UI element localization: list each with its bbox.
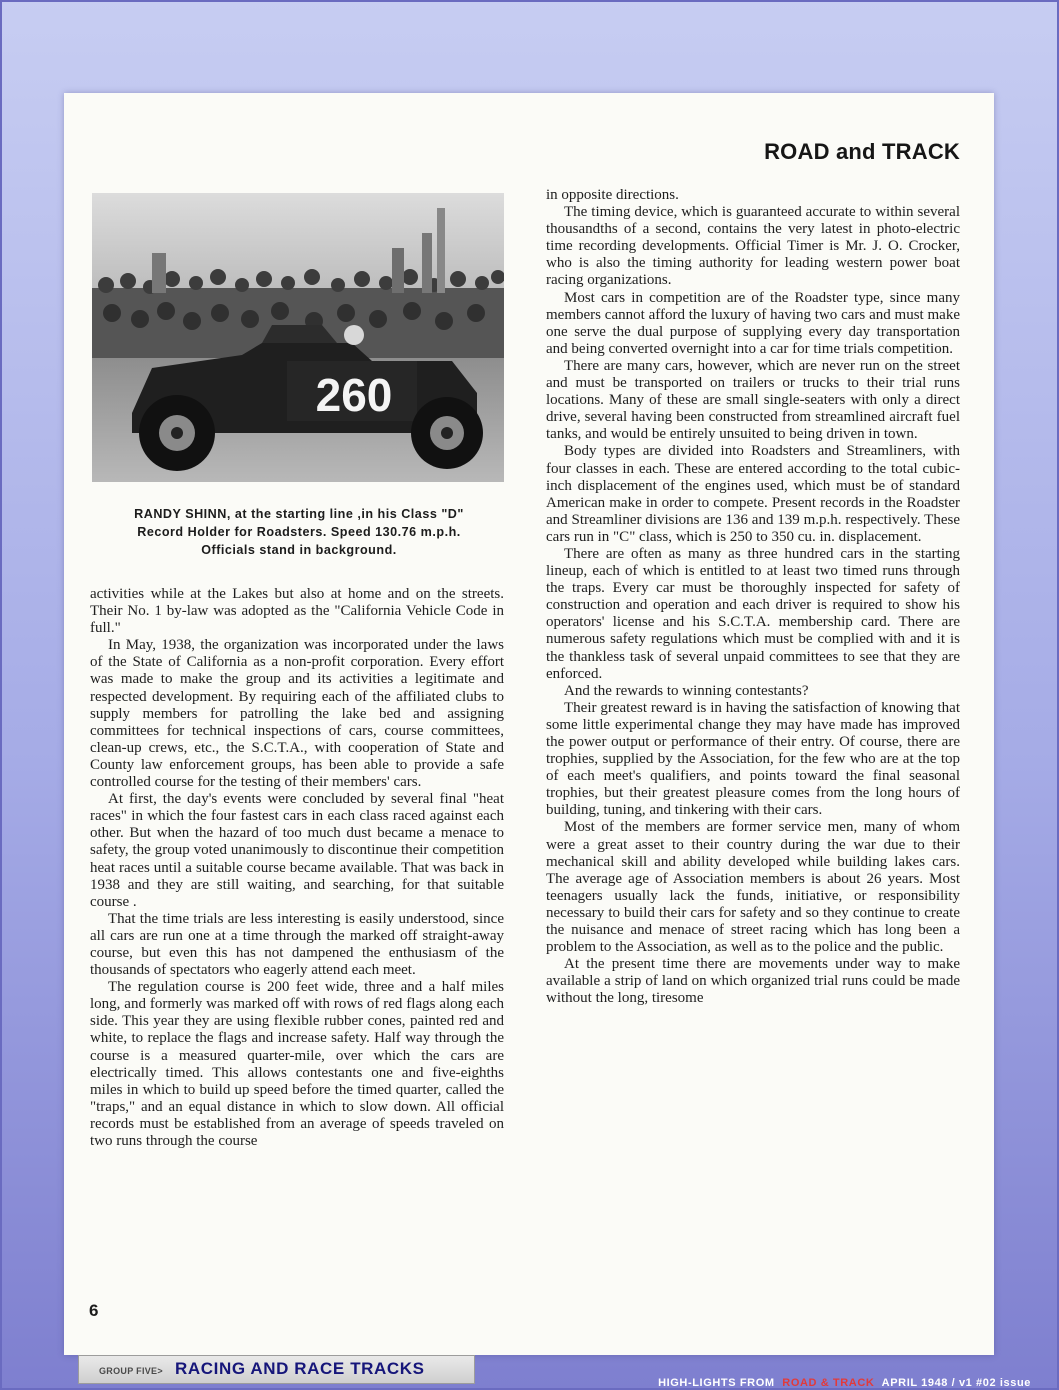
photo-illustration: [92, 193, 504, 482]
paragraph: At the present time there are movements under way to make available a strip of land on which organized trial runs could be made without the long, tiresome: [546, 956, 960, 1007]
paragraph: And the rewards to winning contestants?: [564, 682, 809, 699]
left-column: [90, 586, 504, 1150]
footer-issue: APRIL 1948 / v1 #02 issue: [881, 1377, 1031, 1389]
group-tab: [78, 1355, 475, 1384]
photo-caption: [90, 505, 508, 559]
paragraph: activities while at the Lakes but also at home and on the streets. Their No. 1 by-law was adopted as the "California Vehicle Code in full.": [90, 586, 504, 637]
footer-credit: [658, 1377, 1031, 1389]
paragraph: At first, the day's events were concluded by several final "heat races" in which the four fastest cars in each class raced against each other. But when the hazard of too much dust became a menace to safety, the group voted unanimously to discontinue their competition heat races until a suitable course became available. That was back in 1938 and they are still waiting, and searching, for that suitable course .: [90, 791, 504, 910]
caption-line: RANDY SHINN, at the starting line ,in his Class "D": [134, 507, 464, 521]
paragraph: Their greatest reward is in having the satisfaction of knowing that some little experimental change they may have made has improved the power output or performance of their entry. Of course, there are trophies, supplied by the Association, for the few who are at the top of each meet's qualifiers, and points toward the final seasonal trophies, but their greatest pleasure comes from the long hours of building, tuning, and tinkering with their cars.: [546, 699, 960, 819]
caption-line: Record Holder for Roadsters. Speed 130.76 m.p.h.: [137, 525, 461, 539]
group-label: GROUP FIVE>: [99, 1366, 163, 1376]
caption-line: Officials stand in background.: [201, 543, 397, 557]
right-column: [546, 187, 960, 1008]
paragraph: There are many cars, however, which are never run on the street and must be transported on trailers or trucks to their trial runs locations. Many of these are small single-seaters with only a direct drive, several having been constructed from streamlined aircraft fuel tanks, and would be entirely unsuited to being driven in town.: [546, 357, 960, 443]
paragraph: The regulation course is 200 feet wide, three and a half miles long, and formerly was marked off with rows of red flags along each side. This year they are using flexible rubber cones, painted red and white, to replace the flags and increase safety. Half way through the course is a measured quarter-mile, over which the cars are electrically timed. This allows contestants one and five-eighths miles in which to build up speed before the timed quarter, called the "traps," and an equal distance in which to slow down. All official records must be established from an average of speeds traveled on two runs through the course: [90, 979, 504, 1149]
paragraph: Most of the members are former service men, many of whom were a great asset to their country during the war due to their mechanical skill and ability developed while building lakes cars. The average age of Association members is about 26 years. Most teenagers usually lack the funds, initiative, or responsibility necessary to build their cars for safety and so they continue to create the nuisance and menace of street racing which has long been a problem to the Association, as well as to the police and the public.: [546, 819, 960, 956]
paragraph: Most cars in competition are of the Roadster type, since many members cannot afford the luxury of having two cars and must make one serve the dual purpose of supplying every day transportation and being converted overnight into a car for time trials competition.: [546, 289, 960, 357]
footer-prefix: HIGH-LIGHTS FROM: [658, 1377, 775, 1389]
footer-brand: ROAD & TRACK: [782, 1377, 875, 1389]
page-number: 6: [89, 1301, 99, 1320]
car-number: 260: [315, 369, 393, 421]
paragraph: That the time trials are less interesting is easily understood, since all cars are run one at a time through the marked off straight-away course, but even this has not dampened the enthusiasm of the thousands of spectators who eagerly attend each meet.: [90, 910, 504, 979]
paragraph: In May, 1938, the organization was incorporated under the laws of the State of California as a non-profit corporation. Every effort was made to make the group and its activities a legitimate and respected development. By requiring each of the affiliated clubs to supply members for patrolling the lake bed and assigning committees for technical inspections of cars, course committees, clean-up crews, etc., the S.C.T.A., with cooperation of State and County law enforcement groups, has been able to provide a safe controlled course for the testing of their members' cars.: [90, 637, 504, 791]
paragraph: Body types are divided into Roadsters and Streamliners, with four classes in each. These are entered according to the total cubic-inch displacement of the engines used, which must be of standard American make in order to compete. Present records in the Roadster and Streamliner divisions are 136 and 139 m.p.h. respectively. These cars run in "C" class, which is 250 to 350 cu. in. displacement.: [546, 443, 960, 545]
paragraph: There are often as many as three hundred cars in the starting lineup, each of which is entitled to at least two timed runs through the traps. Every car must be thoroughly inspected for safety of construction and operation and each driver is required to show his operators' license and his S.C.T.A. membership card. There are numerous safety regulations which must be complied with and it is the thankless task of several unpaid committees to see that they are enforced.: [546, 545, 960, 682]
group-title: RACING AND RACE TRACKS: [175, 1359, 425, 1378]
paragraph: The timing device, which is guaranteed accurate to within several thousandths of a second, contains the very latest in photo-electric time recording developments. Official Timer is Mr. J. O. Crocker, who is also the timing authority for leading western power boat racing organizations.: [546, 204, 960, 289]
masthead-title: ROAD and TRACK: [764, 139, 960, 164]
race-car-photo: [92, 193, 504, 482]
paragraph: in opposite directions.: [546, 187, 679, 203]
magazine-page: [64, 93, 994, 1355]
